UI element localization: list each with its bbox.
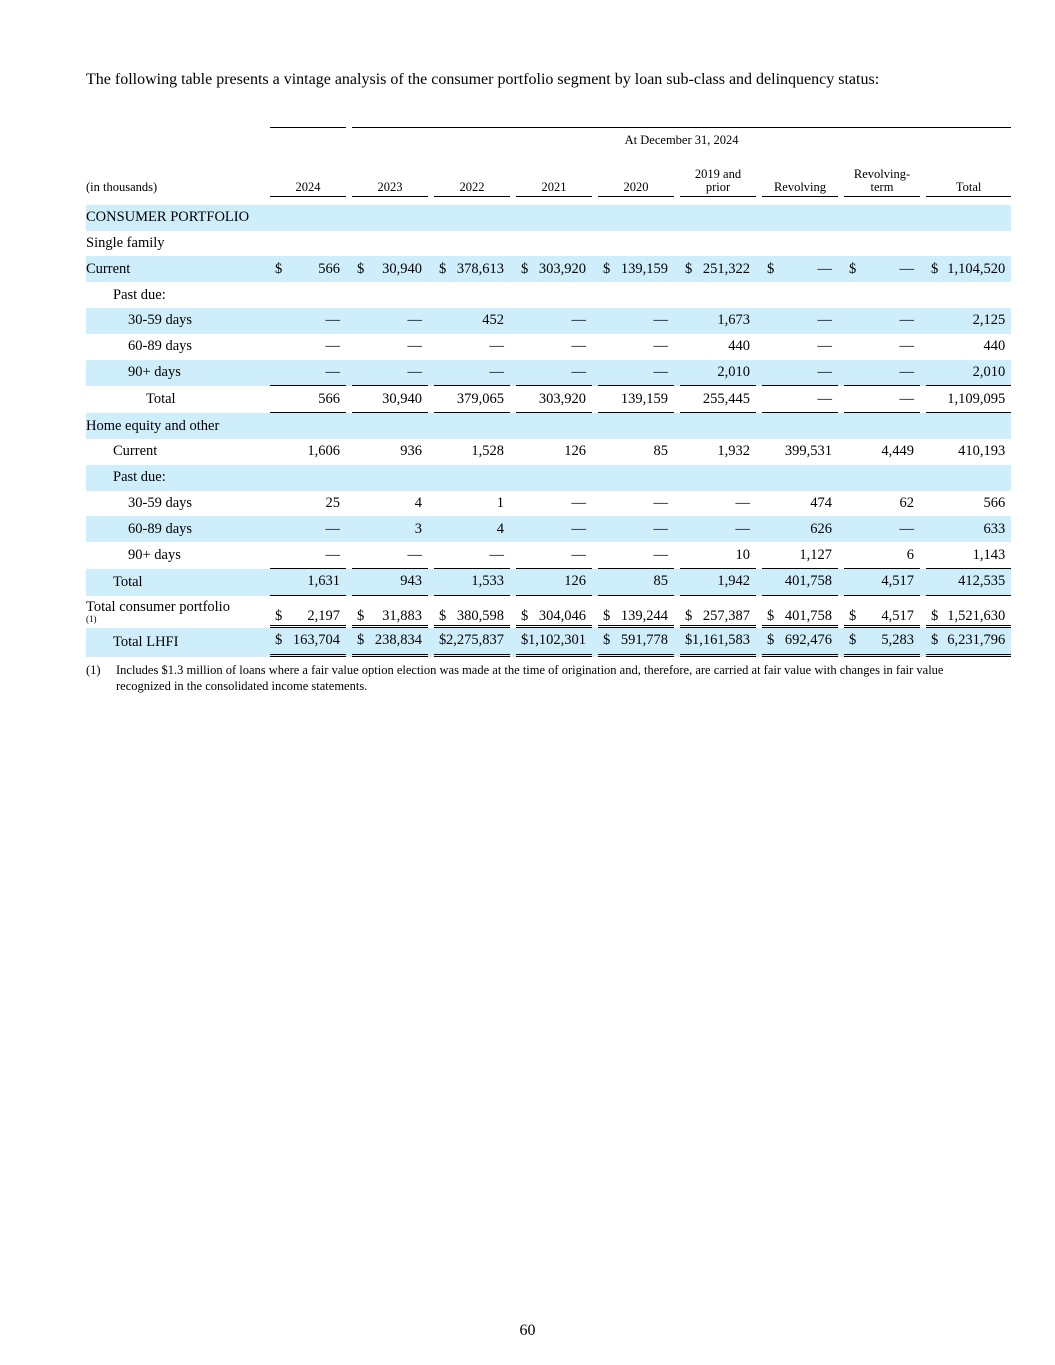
value-cell <box>926 386 1011 413</box>
value-text: 251,322 <box>702 260 750 277</box>
value-text: — <box>653 363 668 380</box>
row-label: Total <box>146 391 176 408</box>
value-text: — <box>899 338 914 355</box>
dollar-sign: $ <box>767 607 775 624</box>
value-text: 626 <box>810 520 832 537</box>
value-cell <box>434 360 510 387</box>
value-cell <box>680 491 756 517</box>
value-cell <box>926 516 1011 542</box>
table-row <box>86 439 1011 465</box>
value-cell <box>270 334 346 360</box>
value-text: — <box>735 494 750 511</box>
value-text: 4 <box>496 520 504 537</box>
value-text: 2,010 <box>717 363 750 380</box>
row-label: Current <box>113 443 158 460</box>
value-cell <box>680 256 756 282</box>
value-cell <box>762 628 838 657</box>
value-cell <box>762 386 838 413</box>
value-cell <box>516 308 592 334</box>
dollar-sign: $ <box>931 260 939 277</box>
value-cell <box>516 628 592 657</box>
value-cell <box>680 360 756 387</box>
value-text: 936 <box>400 443 422 460</box>
value-cell <box>434 386 510 413</box>
value-cell <box>352 334 428 360</box>
value-cell <box>926 439 1011 465</box>
value-text: 452 <box>482 312 504 329</box>
value-cell <box>434 334 510 360</box>
value-cell <box>352 439 428 465</box>
value-cell <box>844 439 920 465</box>
value-text: 126 <box>564 443 586 460</box>
value-cell <box>434 542 510 569</box>
row-label <box>86 596 264 628</box>
row-label: Current <box>86 256 264 282</box>
value-cell <box>598 491 674 517</box>
value-text: — <box>489 338 504 355</box>
dollar-sign: $ <box>931 607 939 624</box>
value-text: 5,283 <box>881 632 914 649</box>
row-label: 60-89 days <box>86 516 264 542</box>
value-cell <box>926 596 1011 628</box>
value-cell <box>762 439 838 465</box>
dollar-sign: $ <box>357 607 365 624</box>
value-cell <box>270 628 346 657</box>
subsection-row <box>86 413 1011 439</box>
value-text: 943 <box>400 573 422 590</box>
col-header: Revolving-term <box>844 154 920 197</box>
value-text: — <box>325 338 340 355</box>
value-text: 2,010 <box>972 363 1006 380</box>
value-text: — <box>571 312 586 329</box>
table-row <box>86 360 1011 387</box>
value-text: 633 <box>983 520 1006 537</box>
value-text: 1,528 <box>471 443 504 460</box>
row-label: Total <box>86 569 264 596</box>
value-text: 566 <box>318 390 340 407</box>
row-label: 90+ days <box>128 547 181 564</box>
value-text: — <box>899 520 914 537</box>
subsection-title: Home equity and other <box>86 413 1011 439</box>
intro-text: The following table presents a vintage analysis of the consumer portfolio segment by loan sub-class and delinquency status: <box>86 71 880 88</box>
subsection-row <box>86 282 1011 308</box>
value-cell <box>844 386 920 413</box>
subsection-row <box>86 465 1011 491</box>
subsection-row <box>86 231 1011 257</box>
value-text: 4,517 <box>881 607 914 624</box>
col-header: Total <box>926 154 1011 197</box>
value-text: 1,932 <box>717 443 750 460</box>
value-cell <box>270 516 346 542</box>
dollar-sign: $ <box>685 260 693 277</box>
value-cell <box>926 308 1011 334</box>
value-cell <box>844 569 920 596</box>
value-text: — <box>571 494 586 511</box>
value-text: 440 <box>983 338 1006 355</box>
value-cell <box>352 386 428 413</box>
value-text: — <box>735 520 750 537</box>
col-header: 2020 <box>598 154 674 197</box>
value-text: 1,161,583 <box>692 632 750 649</box>
row-label-text: Total consumer portfolio <box>86 598 230 615</box>
value-text: 85 <box>653 573 668 590</box>
value-text: 4,517 <box>881 573 914 590</box>
value-cell <box>598 596 674 628</box>
value-text: — <box>817 390 832 407</box>
value-text: 474 <box>810 494 832 511</box>
value-cell <box>844 491 920 517</box>
value-cell <box>434 569 510 596</box>
value-cell <box>516 516 592 542</box>
value-text: — <box>899 260 914 277</box>
dollar-sign: $ <box>767 632 775 649</box>
value-text: 139,244 <box>620 607 668 624</box>
dollar-sign: $ <box>521 607 529 624</box>
value-cell <box>598 439 674 465</box>
value-cell <box>270 596 346 628</box>
table-row <box>86 628 1011 657</box>
value-cell <box>270 360 346 387</box>
value-text: 378,613 <box>456 260 504 277</box>
value-cell <box>762 256 838 282</box>
footnote-text: Includes $1.3 million of loans where a fair value option election was made at the time of origination and, therefore, are carried at fair value with changes in fair value recognized in the consolidated income statements. <box>116 663 944 693</box>
value-cell <box>598 516 674 542</box>
value-cell <box>844 334 920 360</box>
value-text: — <box>817 363 832 380</box>
value-cell <box>844 256 920 282</box>
value-text: 163,704 <box>292 632 340 649</box>
vintage-table <box>86 127 1011 657</box>
value-text: — <box>899 390 914 407</box>
value-text: 10 <box>735 546 750 563</box>
value-cell <box>270 308 346 334</box>
table-row <box>86 516 1011 542</box>
dollar-sign: $ <box>603 632 611 649</box>
value-cell <box>352 360 428 387</box>
dollar-sign: $ <box>849 632 857 649</box>
value-cell <box>270 386 346 413</box>
value-text: — <box>325 312 340 329</box>
value-cell <box>680 439 756 465</box>
dollar-sign: $ <box>439 632 447 649</box>
value-text: 31,883 <box>382 607 422 624</box>
value-cell <box>680 308 756 334</box>
value-text: — <box>899 312 914 329</box>
value-cell <box>680 386 756 413</box>
value-text: 440 <box>728 338 750 355</box>
value-text: — <box>653 520 668 537</box>
value-cell <box>762 569 838 596</box>
value-cell <box>844 360 920 387</box>
value-cell <box>926 491 1011 517</box>
value-cell <box>270 491 346 517</box>
value-cell <box>844 628 920 657</box>
value-cell <box>352 308 428 334</box>
table-row <box>86 256 1011 282</box>
table-row <box>86 334 1011 360</box>
dollar-sign: $ <box>521 632 529 649</box>
value-text: — <box>407 363 422 380</box>
row-label: 90+ days <box>86 360 264 387</box>
dollar-sign: $ <box>357 632 365 649</box>
value-cell <box>598 386 674 413</box>
value-cell <box>844 542 920 569</box>
past-due-label: Past due: <box>86 465 1011 491</box>
value-cell <box>434 596 510 628</box>
value-text: 303,920 <box>538 390 586 407</box>
value-cell <box>680 628 756 657</box>
value-text: 2,125 <box>972 312 1006 329</box>
value-text: 4 <box>414 494 422 511</box>
value-text: 3 <box>414 520 422 537</box>
value-cell <box>926 256 1011 282</box>
value-text: 1,521,630 <box>947 607 1006 624</box>
dollar-sign: $ <box>603 607 611 624</box>
col-header: 2024 <box>270 154 346 197</box>
dollar-sign: $ <box>439 607 447 624</box>
value-cell <box>352 596 428 628</box>
page-number: 60 <box>519 1322 536 1339</box>
value-text: 255,445 <box>702 390 750 407</box>
value-text: — <box>899 363 914 380</box>
value-text: — <box>571 546 586 563</box>
value-cell <box>352 542 428 569</box>
value-cell <box>270 439 346 465</box>
section-row <box>86 205 1011 231</box>
value-text: 566 <box>983 494 1006 511</box>
value-text: 2,275,837 <box>446 632 504 649</box>
value-text: 303,920 <box>538 260 586 277</box>
value-cell <box>516 542 592 569</box>
dollar-sign: $ <box>603 260 611 277</box>
value-text: 1,104,520 <box>947 260 1006 277</box>
value-text: — <box>489 363 504 380</box>
value-cell <box>516 386 592 413</box>
value-text: 139,159 <box>620 260 668 277</box>
value-cell <box>844 516 920 542</box>
header-span-row <box>86 127 1011 154</box>
value-text: 4,449 <box>881 443 914 460</box>
value-text: 6,231,796 <box>947 632 1006 649</box>
dollar-sign: $ <box>521 260 529 277</box>
value-cell <box>926 628 1011 657</box>
value-text: 380,598 <box>456 607 504 624</box>
value-text: 410,193 <box>958 443 1006 460</box>
value-text: 257,387 <box>702 607 750 624</box>
value-text: — <box>325 520 340 537</box>
footnote-reference: (1) <box>86 613 97 624</box>
header-span-label: At December 31, 2024 <box>352 127 1011 154</box>
value-cell <box>762 308 838 334</box>
value-cell <box>598 256 674 282</box>
value-cell <box>516 439 592 465</box>
value-text: 379,065 <box>456 390 504 407</box>
value-cell <box>598 628 674 657</box>
value-text: 304,046 <box>538 607 586 624</box>
subsection-title: Single family <box>86 234 165 251</box>
value-cell <box>680 334 756 360</box>
dollar-sign: $ <box>931 632 939 649</box>
value-text: 30,940 <box>382 390 422 407</box>
value-text: — <box>571 338 586 355</box>
dollar-sign: $ <box>849 260 857 277</box>
value-cell <box>598 360 674 387</box>
value-text: 238,834 <box>374 632 422 649</box>
value-text: 1,942 <box>717 573 750 590</box>
value-cell <box>762 360 838 387</box>
value-text: 1,127 <box>799 546 832 563</box>
value-cell <box>762 596 838 628</box>
col-header: Revolving <box>762 154 838 197</box>
value-text: 1,631 <box>307 573 340 590</box>
value-cell <box>598 569 674 596</box>
value-cell <box>680 516 756 542</box>
value-text: — <box>407 338 422 355</box>
value-cell <box>598 308 674 334</box>
value-cell <box>926 360 1011 387</box>
value-cell <box>762 334 838 360</box>
value-text: 139,159 <box>620 390 668 407</box>
value-text: 30,940 <box>382 260 422 277</box>
value-cell <box>926 542 1011 569</box>
value-cell <box>762 542 838 569</box>
value-cell <box>598 542 674 569</box>
value-text: — <box>325 546 340 563</box>
value-text: 1,606 <box>307 443 340 460</box>
value-text: 399,531 <box>784 443 832 460</box>
row-label: 30-59 days <box>128 494 193 511</box>
value-cell <box>926 569 1011 596</box>
value-cell <box>434 516 510 542</box>
col-header: 2019 and prior <box>680 154 756 197</box>
value-cell <box>844 308 920 334</box>
row-label: Total LHFI <box>86 628 264 657</box>
value-cell <box>352 628 428 657</box>
value-text: 25 <box>325 494 340 511</box>
col-header: 2023 <box>352 154 428 197</box>
value-cell <box>270 256 346 282</box>
value-cell <box>680 569 756 596</box>
value-text: — <box>817 312 832 329</box>
value-text: — <box>571 520 586 537</box>
value-cell <box>434 308 510 334</box>
dollar-sign: $ <box>685 607 693 624</box>
value-cell <box>270 542 346 569</box>
past-due-label: Past due: <box>113 286 166 303</box>
value-text: 692,476 <box>784 632 832 649</box>
col-header: 2021 <box>516 154 592 197</box>
value-cell <box>598 334 674 360</box>
dollar-sign: $ <box>767 260 775 277</box>
value-cell <box>762 491 838 517</box>
dollar-sign: $ <box>357 260 365 277</box>
value-cell <box>516 360 592 387</box>
dollar-sign: $ <box>275 260 283 277</box>
value-cell <box>434 256 510 282</box>
value-text: — <box>817 260 832 277</box>
value-cell <box>762 516 838 542</box>
value-cell <box>516 596 592 628</box>
value-text: 85 <box>653 443 668 460</box>
dollar-sign: $ <box>275 632 283 649</box>
dollar-sign: $ <box>275 607 283 624</box>
section-title: CONSUMER PORTFOLIO <box>86 205 1011 231</box>
table-row <box>86 386 1011 413</box>
value-text: 126 <box>564 573 586 590</box>
value-text: 1,533 <box>471 573 504 590</box>
dollar-sign: $ <box>685 632 693 649</box>
value-cell <box>270 569 346 596</box>
row-label: 60-89 days <box>128 338 193 355</box>
units-label: (in thousands) <box>86 179 158 194</box>
dollar-sign: $ <box>439 260 447 277</box>
footnote <box>86 662 976 694</box>
value-text: — <box>653 546 668 563</box>
value-cell <box>516 334 592 360</box>
value-cell <box>516 569 592 596</box>
value-text: 1,143 <box>972 546 1006 563</box>
value-text: 566 <box>318 260 340 277</box>
value-text: — <box>489 546 504 563</box>
value-cell <box>680 542 756 569</box>
value-cell <box>434 628 510 657</box>
value-cell <box>352 491 428 517</box>
value-text: 6 <box>906 546 914 563</box>
value-cell <box>434 491 510 517</box>
value-cell <box>516 491 592 517</box>
table-row <box>86 308 1011 334</box>
value-text: 1,673 <box>717 312 750 329</box>
value-text: — <box>653 312 668 329</box>
table-row <box>86 596 1011 628</box>
value-text: — <box>653 494 668 511</box>
value-text: 591,778 <box>620 632 668 649</box>
value-cell <box>516 256 592 282</box>
value-text: 412,535 <box>958 573 1006 590</box>
value-text: 401,758 <box>784 573 832 590</box>
value-cell <box>352 569 428 596</box>
footnote-marker: (1) <box>86 663 101 677</box>
table-row <box>86 542 1011 569</box>
value-text: 1 <box>496 494 504 511</box>
value-text: — <box>325 363 340 380</box>
table-row <box>86 491 1011 517</box>
value-cell <box>680 596 756 628</box>
column-header-row <box>86 154 1011 197</box>
col-header: 2022 <box>434 154 510 197</box>
row-label: 30-59 days <box>86 308 264 334</box>
value-text: — <box>407 546 422 563</box>
value-cell <box>434 439 510 465</box>
value-text: 1,102,301 <box>528 632 586 649</box>
value-cell <box>844 596 920 628</box>
value-cell <box>352 256 428 282</box>
value-text: — <box>817 338 832 355</box>
value-cell <box>926 334 1011 360</box>
value-text: 401,758 <box>784 607 832 624</box>
value-text: — <box>571 363 586 380</box>
value-text: 62 <box>899 494 914 511</box>
value-text: — <box>653 338 668 355</box>
value-cell <box>352 516 428 542</box>
value-text: 1,109,095 <box>947 390 1006 407</box>
dollar-sign: $ <box>849 607 857 624</box>
value-text: 2,197 <box>307 607 340 624</box>
table-row <box>86 569 1011 596</box>
value-text: — <box>407 312 422 329</box>
